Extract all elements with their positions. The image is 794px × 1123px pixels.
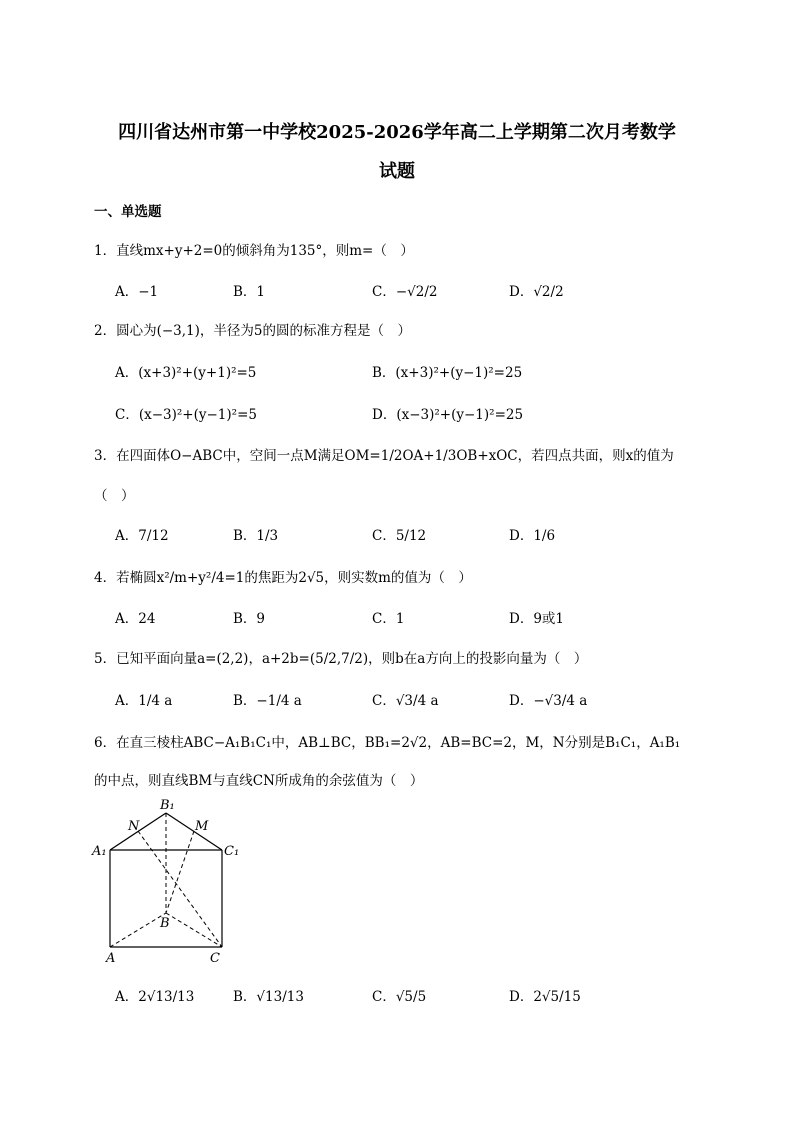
q2-option-d: D．(x−3)²+(y−1)²=25 (372, 407, 524, 423)
question-4: 4．若椭圆x²/m+y²/4=1的焦距为2√5，则实数m的值为（ ） (94, 570, 472, 586)
question-3: 3．在四面体O−ABC中，空间一点M满足OM=1/2OA+1/3OB+xOC，若四点共面，则x的值为 (94, 448, 674, 464)
q5-option-d: D．−√3/4 a (509, 693, 588, 709)
prism-figure (90, 795, 250, 970)
question-1: 1．直线mx+y+2=0的倾斜角为135°，则m=（ ） (94, 243, 414, 259)
label-n: N (128, 819, 140, 834)
q1-option-b: B．1 (233, 284, 266, 300)
q2-option-b: B．(x+3)²+(y−1)²=25 (372, 365, 523, 381)
q3-option-b: B．1/3 (233, 528, 279, 544)
q1-option-a: A．−1 (115, 284, 159, 300)
q2-option-a: A．(x+3)²+(y+1)²=5 (115, 365, 257, 381)
q3-option-c: C．5/12 (372, 528, 427, 544)
label-a: A (106, 951, 116, 966)
q4-option-b: B．9 (233, 611, 266, 627)
document-title-line2: 试题 (379, 161, 415, 182)
question-5: 5．已知平面向量a=(2,2)，a+2b=(5/2,7/2)，则b在a方向上的投影向量为（ ） (94, 651, 588, 667)
document-title-line1: 四川省达州市第一中学校2025-2026学年高二上学期第二次月考数学 (118, 122, 676, 143)
q6-option-b: B．√13/13 (233, 989, 304, 1005)
q5-option-c: C．√3/4 a (372, 693, 439, 709)
q5-option-b: B．−1/4 a (233, 693, 302, 709)
question-6-cont: 的中点，则直线BM与直线CN所成角的余弦值为（ ） (94, 773, 424, 789)
q6-option-a: A．2√13/13 (115, 989, 195, 1005)
question-6: 6．在直三棱柱ABC−A₁B₁C₁中，AB⊥BC，BB₁=2√2，AB=BC=2，M，N分别是B₁C₁，A₁B₁ (94, 735, 681, 751)
q4-option-c: C．1 (372, 611, 405, 627)
label-c1: C₁ (224, 844, 240, 859)
q2-option-c: C．(x−3)²+(y−1)²=5 (115, 407, 257, 423)
label-c: C (210, 951, 220, 966)
section-heading: 一、单选题 (94, 204, 162, 220)
label-b: B (160, 916, 170, 931)
label-m: M (195, 819, 209, 834)
q3-option-d: D．1/6 (509, 528, 556, 544)
q1-option-c: C．−√2/2 (372, 284, 438, 300)
question-3-cont: （ ） (94, 488, 135, 504)
question-2: 2．圆心为(−3,1)，半径为5的圆的标准方程是（ ） (94, 323, 411, 339)
q1-option-d: D．√2/2 (509, 284, 564, 300)
q5-option-a: A．1/4 a (115, 693, 173, 709)
label-b1: B₁ (160, 798, 175, 813)
q3-option-a: A．7/12 (115, 528, 169, 544)
q4-option-d: D．9或1 (509, 611, 565, 627)
q4-option-a: A．24 (115, 611, 156, 627)
q6-option-c: C．√5/5 (372, 989, 427, 1005)
label-a1: A₁ (92, 844, 107, 859)
q6-option-d: D．2√5/15 (509, 989, 581, 1005)
